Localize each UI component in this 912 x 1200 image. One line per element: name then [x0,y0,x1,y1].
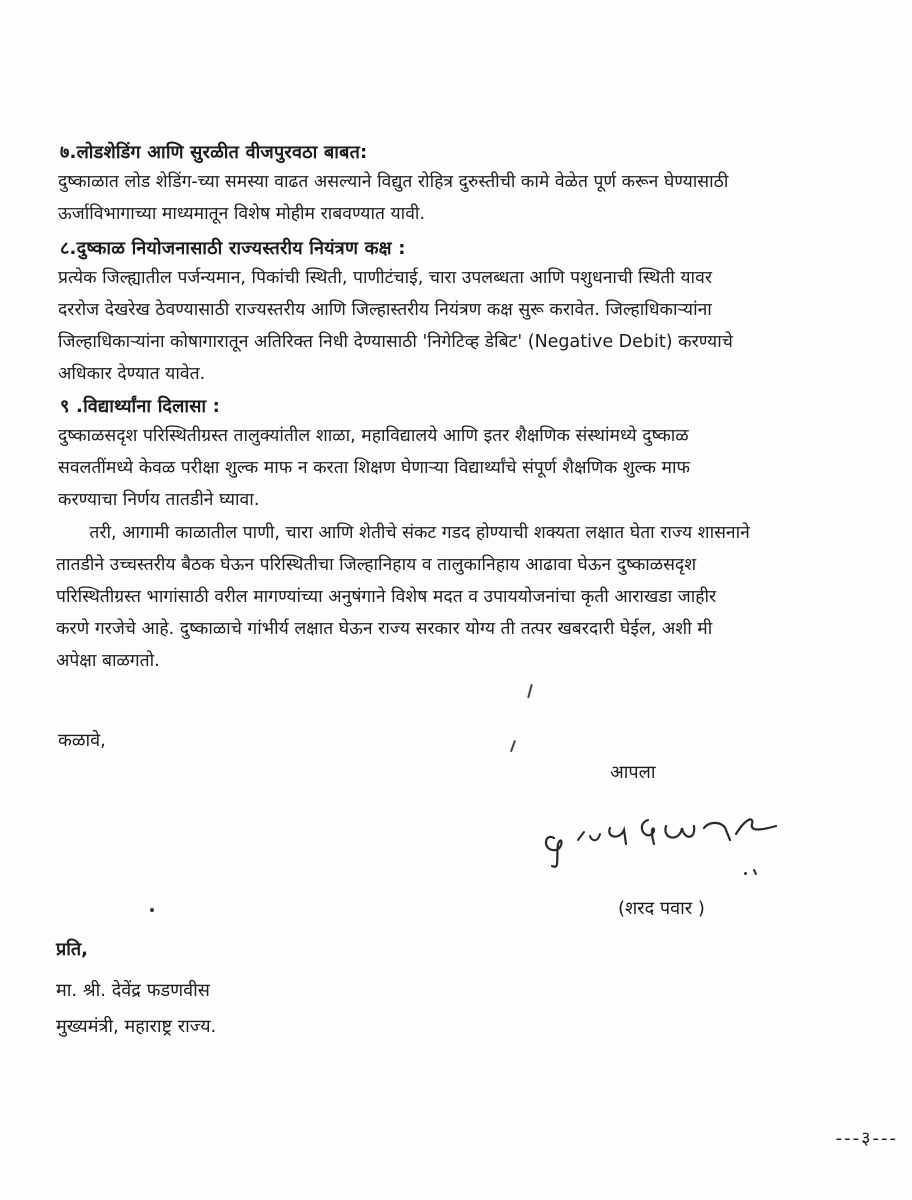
body-line: जिल्हाधिकाऱ्यांना कोषागारातून अतिरिक्त निधी देण्यासाठी 'निगेटिव्ह डेबिट' (Negative Debit) करण्याचे [58,332,733,352]
closing-line: परिस्थितीग्रस्त भागांसाठी वरील मागण्यांच्या अनुषंगाने विशेष मदत व उपाययोजनांचा कृती आराखडा जाहीर [56,587,717,607]
body-line: दररोज देखरेख ठेवण्यासाठी राज्यस्तरीय आणि जिल्हास्तरीय नियंत्रण कक्ष सुरू करावेत. जिल्हाधिकाऱ्यांना [58,300,712,320]
recipient-name: मा. श्री. देवेंद्र फडणवीस [56,980,210,1001]
closing-paragraph [56,517,886,677]
section-7-heading: ७.लोडशेडिंग आणि सुरळीत वीजपुरवठा बाबत: [60,142,368,163]
section-7-body [58,166,878,230]
closing-line: तातडीने उच्चस्तरीय बैठक घेऊन परिस्थितीचा जिल्हानिहाय व तालुकानिहाय आढावा घेऊन दुष्काळसदृश [56,555,697,575]
page-number: ---३--- [835,1128,898,1149]
body-line: करण्याचा निर्णय तातडीने घ्यावा. [58,490,260,510]
signature [540,800,800,880]
closing-line: करणे गरजेचे आहे. दुष्काळाचे गांभीर्य लक्षात घेऊन राज्य सरकार योग्य ती तत्पर खबरदारी घेईल, अशी मी [56,619,713,639]
pen-mark [510,740,516,752]
signatory-name: (शरद पवार ) [618,898,705,919]
sign-off: आपला [610,762,656,783]
section-8-heading: ८.दुष्काळ नियोजनासाठी राज्यस्तरीय नियंत्रण कक्ष : [60,238,406,259]
body-line: सवलतींमध्ये केवळ परीक्षा शुल्क माफ न करता शिक्षण घेणाऱ्या विद्यार्थ्यांचे संपूर्ण शैक्षणिक शुल्क माफ [58,458,690,478]
body-line: दुष्काळसदृश परिस्थितीग्रस्त तालुक्यांतील शाळा, महाविद्यालये आणि इतर शैक्षणिक संस्थांमध्ये दुष्काळ [58,426,689,446]
recipient-designation: मुख्यमंत्री, महाराष्ट्र राज्य. [56,1016,217,1037]
body-line: दुष्काळात लोड शेडिंग-च्या समस्या वाढत असल्याने विद्युत रोहित्र दुरुस्तीची कामे वेळेत पूर्ण करून घेण्यासाठी [58,172,729,192]
closing-line: तरी, आगामी काळातील पाणी, चारा आणि शेतीचे संकट गडद होण्याची शक्यता लक्षात घेता राज्य शासनाने [56,523,750,543]
closing-line: अपेक्षा बाळगतो. [56,651,160,671]
scan-speck [744,872,747,875]
body-line: प्रत्येक जिल्ह्यातील पर्जन्यमान, पिकांची स्थिती, पाणीटंचाई, चारा उपलब्धता आणि पशुधनाची स्थिती यावर [58,268,712,288]
recipient-label: प्रति, [56,939,89,960]
scan-speck [150,908,154,912]
section-9-body [58,420,878,516]
body-line: अधिकार देण्यात यावेत. [58,364,206,384]
greeting: कळावे, [58,730,106,751]
pen-mark [527,684,532,698]
body-line: ऊर्जाविभागाच्या माध्यमातून विशेष मोहीम राबवण्यात यावी. [58,204,426,224]
section-8-body [58,262,878,390]
section-9-heading: ९ .विद्यार्थ्यांना दिलासा : [60,396,221,417]
